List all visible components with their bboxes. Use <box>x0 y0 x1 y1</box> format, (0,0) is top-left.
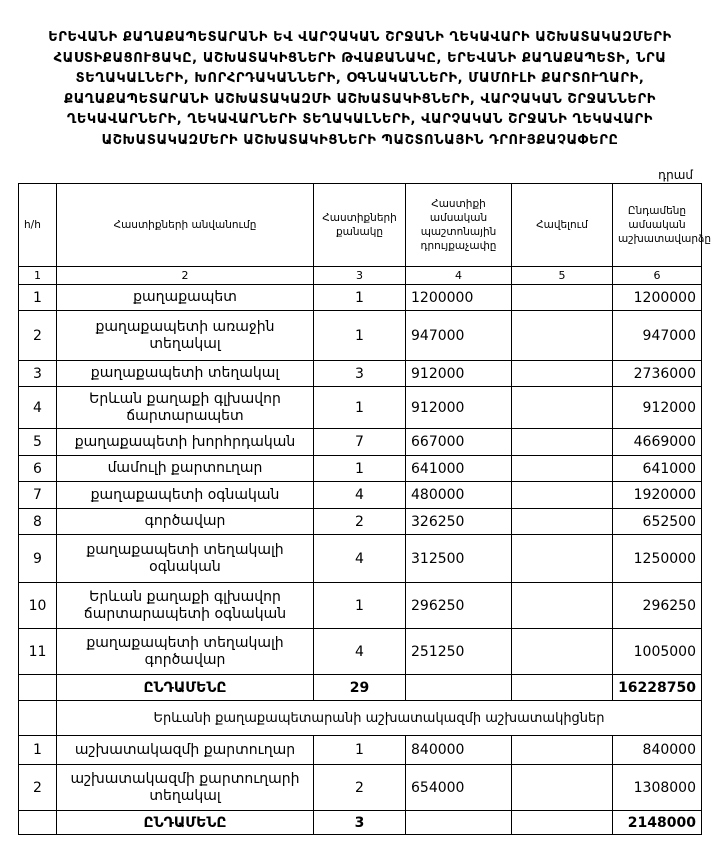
column-number: 4 <box>406 267 512 285</box>
row-number: 5 <box>19 429 57 456</box>
total-amount: 2148000 <box>613 811 702 835</box>
position-count: 4 <box>314 482 406 509</box>
position-count: 2 <box>314 509 406 535</box>
position-total: 1308000 <box>613 765 702 811</box>
table-row <box>19 765 702 811</box>
document-title <box>20 28 700 151</box>
position-rate: 1200000 <box>406 285 512 311</box>
position-total: 840000 <box>613 736 702 765</box>
table-row <box>19 361 702 387</box>
table-row <box>19 535 702 583</box>
position-count: 4 <box>314 629 406 675</box>
column-number-row <box>19 267 702 285</box>
position-total: 1920000 <box>613 482 702 509</box>
position-rate: 312500 <box>406 535 512 583</box>
row-number: 4 <box>19 387 57 429</box>
position-count: 7 <box>314 429 406 456</box>
header-row <box>19 184 702 267</box>
header-num: հ/հ <box>19 184 57 267</box>
position-rate: 296250 <box>406 583 512 629</box>
table-row <box>19 629 702 675</box>
table-row <box>19 429 702 456</box>
position-total: 652500 <box>613 509 702 535</box>
position-total: 1250000 <box>613 535 702 583</box>
position-bonus <box>512 456 613 482</box>
position-name: քաղաքապետի տեղակալ <box>57 361 314 387</box>
table-row <box>19 736 702 765</box>
position-name: քաղաքապետի խորհրդական <box>57 429 314 456</box>
column-number: 3 <box>314 267 406 285</box>
total-count: 3 <box>314 811 406 835</box>
position-total: 2736000 <box>613 361 702 387</box>
position-bonus <box>512 629 613 675</box>
position-name: աշխատակազմի քարտուղարի տեղակալ <box>57 765 314 811</box>
table-row <box>19 285 702 311</box>
position-total: 1200000 <box>613 285 702 311</box>
row-number: 11 <box>19 629 57 675</box>
total-row <box>19 675 702 701</box>
position-rate: 654000 <box>406 765 512 811</box>
position-name: քաղաքապետ <box>57 285 314 311</box>
row-number: 1 <box>19 285 57 311</box>
position-total: 1005000 <box>613 629 702 675</box>
row-number: 2 <box>19 311 57 361</box>
title-line: ՔԱՂԱՔԱՊԵՏԱՐԱՆԻ ԱՇԽԱՏԱԿԱԶՄԻ ԱՇԽԱՏԱԿԻՑՆԵՐԻ, ՎԱՐՉԱԿԱՆ ՇՐՋԱՆՆԵՐԻ <box>64 91 656 107</box>
position-count: 1 <box>314 583 406 629</box>
position-name: քաղաքապետի օգնական <box>57 482 314 509</box>
position-bonus <box>512 361 613 387</box>
position-count: 1 <box>314 311 406 361</box>
position-name: Երևան քաղաքի գլխավոր ճարտարապետի օգնական <box>57 583 314 629</box>
position-total: 296250 <box>613 583 702 629</box>
header-count: Հաստիքների քանակը <box>314 184 406 267</box>
column-number: 2 <box>57 267 314 285</box>
title-line: ՏԵՂԱԿԱԼՆԵՐԻ, ԽՈՐՀՐԴԱԿԱՆՆԵՐԻ, ՕԳՆԱԿԱՆՆԵՐԻ, ՄԱՄՈՒԼԻ ՔԱՐՏՈՒՂԱՐԻ, <box>75 71 645 86</box>
position-count: 2 <box>314 765 406 811</box>
position-name: քաղաքապետի տեղակալի գործավար <box>57 629 314 675</box>
section-title: Երևանի քաղաքապետարանի աշխատակազմի աշխատակիցներ <box>57 701 702 736</box>
currency-label: դրամ <box>658 168 693 182</box>
column-number: 6 <box>613 267 702 285</box>
position-count: 1 <box>314 285 406 311</box>
position-bonus <box>512 429 613 456</box>
position-count: 1 <box>314 456 406 482</box>
position-rate: 912000 <box>406 387 512 429</box>
section-header-row <box>19 701 702 736</box>
row-number: 1 <box>19 736 57 765</box>
table-row <box>19 456 702 482</box>
position-name: քաղաքապետի առաջին տեղակալ <box>57 311 314 361</box>
position-total: 947000 <box>613 311 702 361</box>
row-number: 8 <box>19 509 57 535</box>
position-rate: 251250 <box>406 629 512 675</box>
position-rate: 840000 <box>406 736 512 765</box>
position-bonus <box>512 583 613 629</box>
total-label: ԸՆԴԱՄԵՆԸ <box>57 675 314 701</box>
position-count: 4 <box>314 535 406 583</box>
position-total: 641000 <box>613 456 702 482</box>
position-name: գործավար <box>57 509 314 535</box>
position-bonus <box>512 736 613 765</box>
column-number: 1 <box>19 267 57 285</box>
position-rate: 326250 <box>406 509 512 535</box>
title-line: ՀԱՍՏԻՔԱՑՈՒՑԱԿԸ, ԱՇԽԱՏԱԿԻՑՆԵՐԻ ԹՎԱՔԱՆԱԿԸ, ԵՐԵՎԱՆԻ ՔԱՂԱՔԱՊԵՏԻ, ՆՐԱ <box>53 50 667 66</box>
total-amount: 16228750 <box>613 675 702 701</box>
title-line: ԱՇԽԱՏԱԿԱԶՄԵՐԻ ԱՇԽԱՏԱԿԻՑՆԵՐԻ ՊԱՇՏՈՆԱՅԻՆ ԴՐՈՒՅՔԱՉԱՓԵՐԸ <box>101 132 619 148</box>
table-row <box>19 509 702 535</box>
total-label: ԸՆԴԱՄԵՆԸ <box>57 811 314 835</box>
position-bonus <box>512 285 613 311</box>
total-row <box>19 811 702 835</box>
header-rate: Հաստիքի ամսական պաշտոնային դրույքաչափը <box>406 184 512 267</box>
row-number: 2 <box>19 765 57 811</box>
title-line: ՂԵԿԱՎԱՐՆԵՐԻ, ՂԵԿԱՎԱՐՆԵՐԻ ՏԵՂԱԿԱԼՆԵՐԻ, ՎԱՐՉԱԿԱՆ ՇՐՋԱՆԻ ՂԵԿԱՎԱՐԻ <box>66 112 654 127</box>
position-bonus <box>512 482 613 509</box>
position-bonus <box>512 387 613 429</box>
position-name: մամուլի քարտուղար <box>57 456 314 482</box>
row-number: 10 <box>19 583 57 629</box>
table-row <box>19 482 702 509</box>
position-bonus <box>512 765 613 811</box>
position-total: 912000 <box>613 387 702 429</box>
position-name: Երևան քաղաքի գլխավոր ճարտարապետ <box>57 387 314 429</box>
position-bonus <box>512 509 613 535</box>
position-count: 1 <box>314 736 406 765</box>
position-name: աշխատակազմի քարտուղար <box>57 736 314 765</box>
position-bonus <box>512 535 613 583</box>
salary-table <box>18 183 712 835</box>
position-rate: 667000 <box>406 429 512 456</box>
row-number: 9 <box>19 535 57 583</box>
header-bonus: Հավելում <box>512 184 613 267</box>
header-total: Ընդամենը ամսական աշխատավարձը <box>613 184 702 267</box>
position-rate: 912000 <box>406 361 512 387</box>
position-bonus <box>512 311 613 361</box>
table-row <box>19 387 702 429</box>
position-count: 1 <box>314 387 406 429</box>
total-count: 29 <box>314 675 406 701</box>
position-count: 3 <box>314 361 406 387</box>
table-row <box>19 583 702 629</box>
position-rate: 641000 <box>406 456 512 482</box>
header-name: Հաստիքների անվանումը <box>57 184 314 267</box>
row-number: 6 <box>19 456 57 482</box>
row-number: 7 <box>19 482 57 509</box>
position-total: 4669000 <box>613 429 702 456</box>
position-rate: 947000 <box>406 311 512 361</box>
position-name: քաղաքապետի տեղակալի օգնական <box>57 535 314 583</box>
column-number: 5 <box>512 267 613 285</box>
table-row <box>19 311 702 361</box>
title-line: ԵՐԵՎԱՆԻ ՔԱՂԱՔԱՊԵՏԱՐԱՆԻ ԵՎ ՎԱՐՉԱԿԱՆ ՇՐՋԱՆԻ ՂԵԿԱՎԱՐԻ ԱՇԽԱՏԱԿԱԶՄԵՐԻ <box>48 30 672 45</box>
row-number: 3 <box>19 361 57 387</box>
position-rate: 480000 <box>406 482 512 509</box>
